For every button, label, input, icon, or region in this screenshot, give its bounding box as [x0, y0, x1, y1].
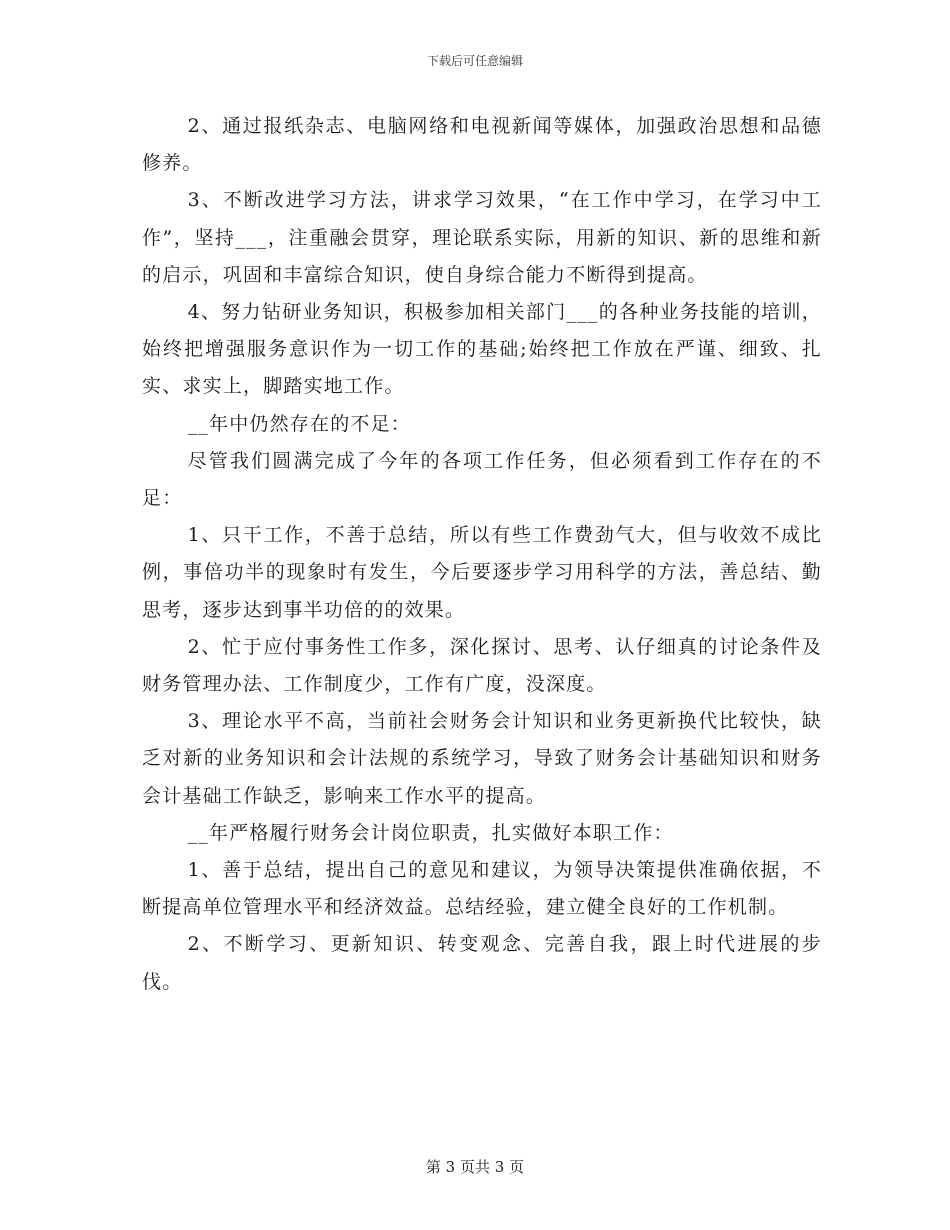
- paragraph-duty-2: 2、不断学习、更新知识、转变观念、完善自我，跟上时代进展的步伐。: [142, 933, 822, 993]
- paragraph-shortcoming-1: 1、只干工作，不善于总结，所以有些工作费劲气大，但与收效不成比例，事倍功半的现象时有发生，今后要逐步学习用科学的方法，善总结、勤思考，逐步达到事半功倍的的效果。: [142, 524, 822, 621]
- paragraph-item-3-study-method: 3、不断改进学习方法，讲求学习效果，“在工作中学习，在学习中工作”，坚持___，注重融会贯穿，理论联系实际，用新的知识、新的思维和新的启示，巩固和丰富综合知识，使自身综合能力不断得到提高。: [142, 189, 822, 286]
- paragraph-duty-1: 1、善于总结，提出自己的意见和建议，为领导决策提供准确依据，不断提高单位管理水平和经济效益。总结经验，建立健全良好的工作机制。: [142, 859, 822, 919]
- document-body: [142, 108, 822, 1001]
- paragraph-item-4-business-knowledge: 4、努力钻研业务知识，积极参加相关部门___的各种业务技能的培训，始终把增强服务意识作为一切工作的基础;始终把工作放在严谨、细致、扎实、求实上，脚踏实地工作。: [142, 301, 822, 398]
- paragraph-shortcoming-3: 3、理论水平不高，当前社会财务会计知识和业务更新换代比较快，缺乏对新的业务知识和会计法规的系统学习，导致了财务会计基础知识和财务会计基础工作缺乏，影响来工作水平的提高。: [142, 710, 822, 807]
- paragraph-shortcomings-intro: 尽管我们圆满完成了今年的各项工作任务，但必须看到工作存在的不足：: [142, 449, 822, 510]
- section-heading-duties: __年严格履行财务会计岗位职责，扎实做好本职工作：: [187, 821, 674, 844]
- paragraph-item-2-media: 2、通过报纸杂志、电脑网络和电视新闻等媒体，加强政治思想和品德修养。: [142, 115, 822, 175]
- section-heading-shortcomings: __年中仍然存在的不足：: [187, 412, 411, 435]
- page-header: 下载后可任意编辑: [426, 54, 523, 68]
- paragraph-shortcoming-2: 2、忙于应付事务性工作多，深化探讨、思考、认仔细真的讨论条件及财务管理办法、工作制度少，工作有广度，没深度。: [142, 635, 822, 696]
- page-footer: 第 3 页共 3 页: [425, 1158, 525, 1176]
